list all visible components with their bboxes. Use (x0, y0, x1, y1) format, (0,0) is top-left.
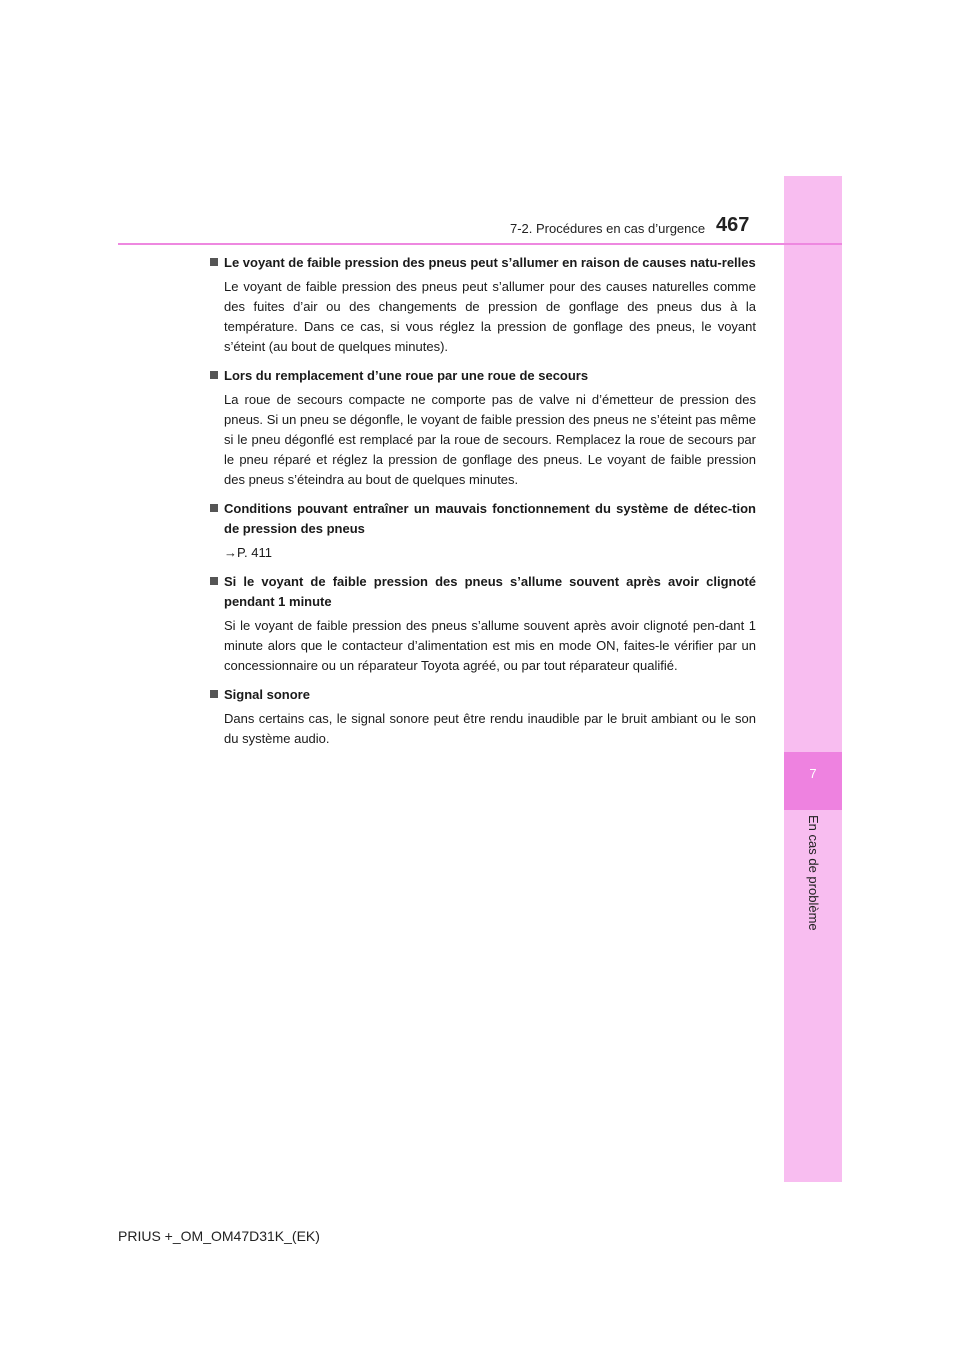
list-item (210, 499, 756, 563)
item-body: La roue de secours compacte ne comporte pas de valve ni d’émetteur de pression des pneus. Si un pneu se dégonfle, le voyant de faible pression des pneus ne s’éteint pas même si le pneu dégonflé est remplacé par la roue de secours. Remplacez la roue de secours par le pneu réparé et réglez la pression de gonflage des pneus. Le voyant de faible pression des pneus s’éteindra au bout de quelques minutes. (224, 392, 756, 487)
square-bullet-icon (210, 504, 218, 512)
item-body: Dans certains cas, le signal sonore peut être rendu inaudible par le bruit ambiant ou le son du système audio. (224, 711, 756, 746)
list-item (210, 685, 756, 749)
side-tab-chapter-marker (784, 752, 842, 810)
chapter-title: En cas de problème (806, 815, 821, 931)
list-item (210, 366, 756, 490)
page-number: 467 (716, 214, 750, 236)
item-title: Conditions pouvant entraîner un mauvais fonctionnement du système de détec-tion de pression des pneus (224, 501, 756, 536)
item-title: Signal sonore (224, 687, 310, 702)
item-title: Lors du remplacement d’une roue par une roue de secours (224, 368, 589, 383)
section-title: 7-2. Procédures en cas d’urgence (510, 221, 706, 236)
item-title: Si le voyant de faible pression des pneus s’allume souvent après avoir clignoté pendant 1 minute (224, 574, 756, 609)
list-item (210, 572, 756, 676)
square-bullet-icon (210, 371, 218, 379)
square-bullet-icon (210, 690, 218, 698)
item-body: Si le voyant de faible pression des pneus s’allume souvent après avoir clignoté pen-dant 1 minute alors que le contacteur d’alimentation est mis en mode ON, faites-le vérifier par un concessionnaire ou un réparateur Toyota agréé, ou par tout réparateur qualifié. (224, 618, 756, 673)
header-divider (118, 243, 842, 245)
content (210, 253, 756, 758)
chapter-number: 7 (809, 766, 817, 781)
side-tab (784, 176, 842, 1182)
document-code: PRIUS +_OM_OM47D31K_(EK) (118, 1228, 320, 1244)
list-item (210, 253, 756, 357)
item-body: Le voyant de faible pression des pneus peut s’allumer pour des causes naturelles comme des fuites d’air ou des changements de pression de gonflage des pneus dus à la température. Dans ce cas, si vous réglez la pression de gonflage des pneus, le voyant s’éteint (au bout de quelques minutes). (224, 279, 756, 354)
square-bullet-icon (210, 258, 218, 266)
square-bullet-icon (210, 577, 218, 585)
item-title: Le voyant de faible pression des pneus peut s’allumer en raison de causes natu-relles (224, 255, 756, 270)
item-body-reference[interactable]: →P. 411 (224, 545, 272, 560)
